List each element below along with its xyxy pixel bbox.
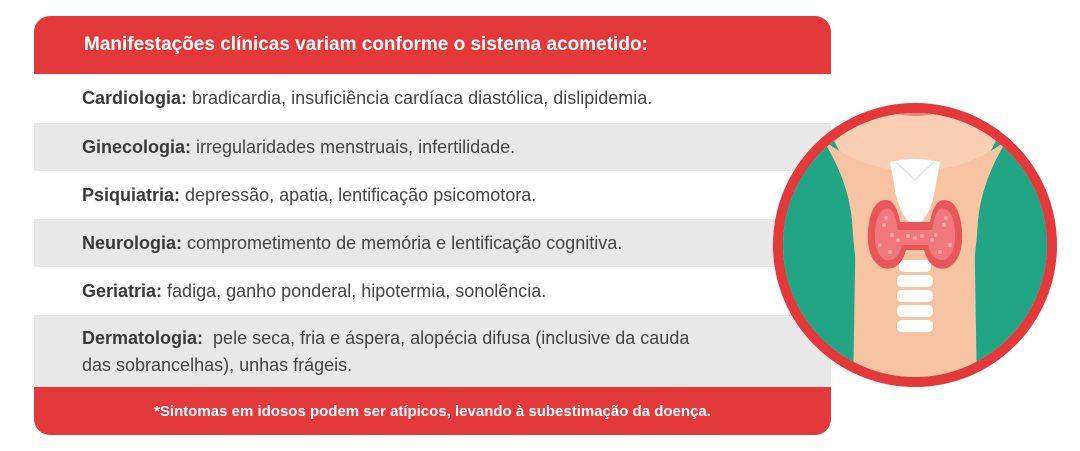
thyroid-neck-icon — [768, 100, 1062, 390]
list-item-ginecologia — [34, 123, 831, 171]
specialty-label: Dermatologia: — [82, 328, 204, 348]
specialty-label: Ginecologia: — [82, 136, 192, 157]
card-title: Manifestações clínicas variam conforme o sistema acometido: — [84, 34, 648, 55]
specialty-label: Neurologia: — [82, 232, 183, 253]
list-item-dermatologia — [34, 315, 831, 387]
footer-note: *Sintomas em idosos podem ser atípicos, levando à subestimação da doença. — [154, 402, 711, 420]
specialty-description: pele seca, fria e áspera, alopécia difusa (inclusive da cauda das sobrancelhas), unhas frágeis. — [82, 328, 690, 375]
specialty-description: depressão, apatia, lentificação psicomotora. — [185, 184, 537, 205]
specialty-label: Cardiologia: — [82, 88, 188, 108]
specialty-description: bradicardia, insuficiência cardíaca diastólica, dislipidemia. — [192, 88, 653, 108]
specialty-description: comprometimento de memória e lentificação cognitiva. — [187, 232, 623, 253]
card-footer — [34, 387, 831, 435]
clinical-manifestations-card — [34, 16, 831, 435]
specialty-description: irregularidades menstruais, infertilidade. — [196, 136, 516, 157]
specialty-label: Psiquiatria: — [82, 184, 181, 205]
card-header — [34, 16, 831, 74]
manifestation-list — [34, 74, 831, 387]
list-item-cardiologia — [34, 74, 831, 123]
specialty-description: fadiga, ganho ponderal, hipotermia, sonolência. — [167, 280, 547, 301]
list-item-geriatria — [34, 267, 831, 315]
list-item-psiquiatria — [34, 171, 831, 219]
list-item-neurologia — [34, 219, 831, 267]
specialty-label: Geriatria: — [82, 280, 163, 301]
trachea-rings — [897, 260, 933, 332]
